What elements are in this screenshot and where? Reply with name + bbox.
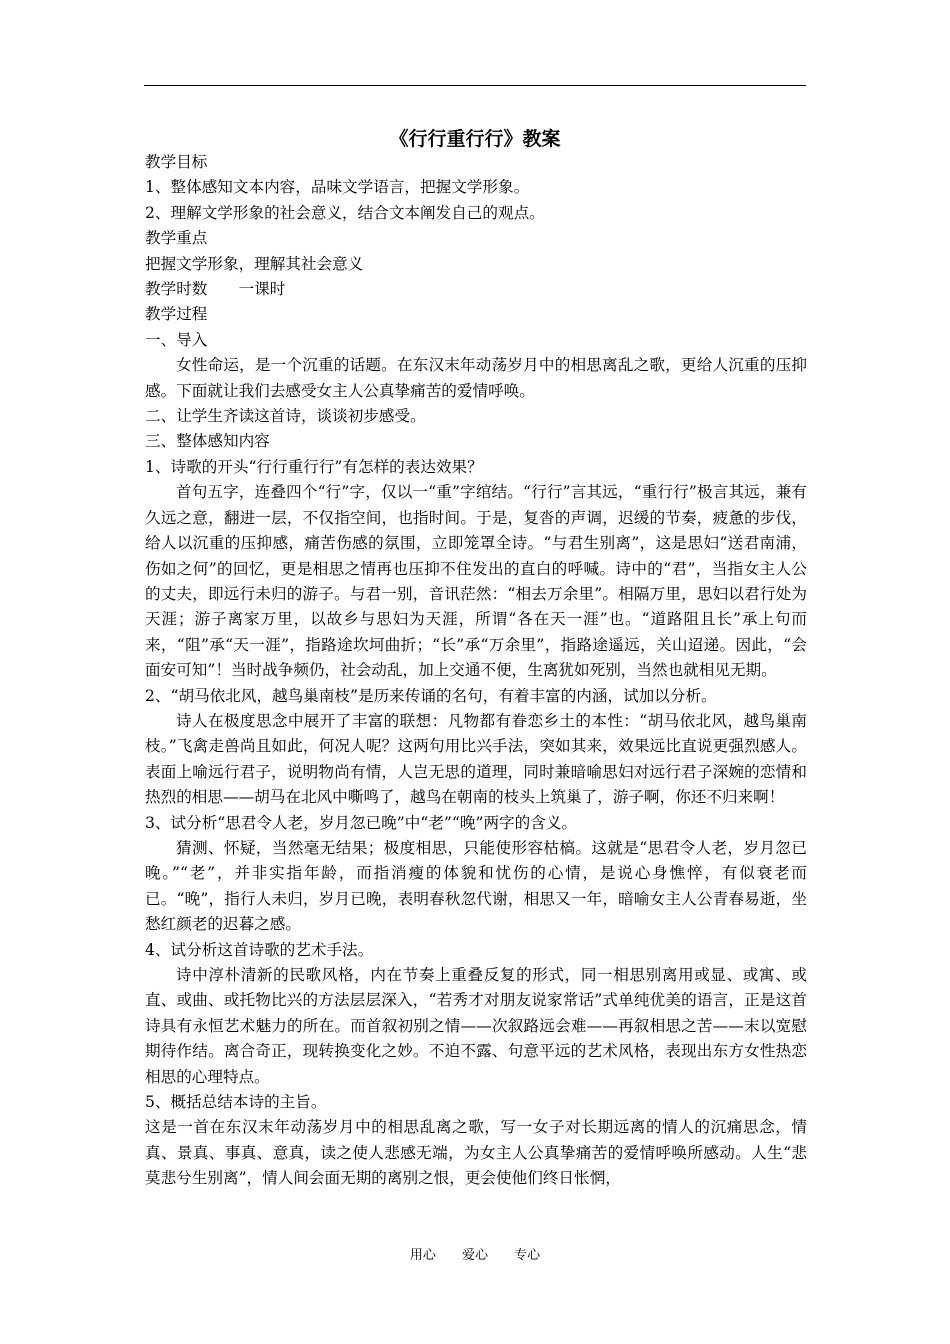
- page-title: 《行行重行行》教案: [389, 128, 561, 150]
- header-rule: [144, 85, 806, 86]
- page-footer: [0, 1247, 950, 1265]
- paragraph: 一、导入: [145, 330, 208, 349]
- paragraph: 教学时数 一课时: [145, 280, 286, 299]
- paragraph: 教学过程: [145, 305, 208, 324]
- paragraph: 2、“胡马依北风，越鸟巢南枝”是历来传诵的名句，有着丰富的内涵，试加以分析。: [145, 686, 717, 705]
- paragraph: 三、整体感知内容: [145, 432, 270, 451]
- paragraph: 二、让学生齐读这首诗，谈谈初步感受。: [145, 407, 426, 426]
- paragraph: 4、试分析这首诗歌的艺术手法。: [145, 940, 374, 959]
- paragraph: 5、概括总结本诗的主旨。: [145, 1093, 327, 1112]
- paragraph: 猜测、怀疑，当然毫无结果；极度相思，只能使形容枯槁。这就是“思君令人老，岁月忽已晚。”“老”，并非实指年龄，而指消瘦的体貌和忧伤的心情，是说心身憔悴，有似衰老而已。“晚”，指行人未归，岁月已晚，表明春秋忽代谢，相思又一年，暗喻女主人公青春易逝，坐愁红颜老的迟暮之感。: [145, 838, 807, 934]
- paragraph: 诗中淳朴清新的民歌风格，内在节奏上重叠反复的形式，同一相思别离用或显、或寓、或直、或曲、或托物比兴的方法层层深入，“若秀才对朋友说家常话”式单纯优美的语言，正是这首诗具有永恒艺术魅力的所在。而首叙初别之情——次叙路远会难——再叙相思之苦——末以宽慰期待作结。离合奇正，现转换变化之妙。不迫不露、句意平远的艺术风格，表现出东方女性热恋相思的心理特点。: [145, 966, 807, 1086]
- paragraph: 2、理解文学形象的社会意义，结合文本阐发自己的观点。: [145, 203, 545, 222]
- paragraph: 这是一首在东汉末年动荡岁月中的相思乱离之歌，写一女子对长期远离的情人的沉痛思念，情真、景真、事真、意真，读之使人悲感无端，为女主人公真挚痛苦的爱情呼唤所感动。人生“悲莫悲兮生别离”，情人间会面无期的离别之恨，更会使他们终日怅惘，: [145, 1118, 807, 1188]
- paragraph: 教学重点: [145, 229, 208, 248]
- footer-word: 专心: [514, 1248, 541, 1263]
- paragraph: 把握文学形象，理解其社会意义: [145, 254, 364, 273]
- paragraph: 教学目标: [145, 153, 208, 171]
- paragraph: 1、诗歌的开头“行行重行行”有怎样的表达效果？: [145, 457, 483, 476]
- paragraph: 首句五字，连叠四个“行”字，仅以一“重”字绾结。“行行”言其远，“重行行”极言其远，兼有久远之意，翻进一层，不仅指空间，也指时间。于是，复沓的声调，迟缓的节奏，疲惫的步伐，给人以沉重的压抑感，痛苦伤感的氛围，立即笼罩全诗。“与君生别离”，这是思妇“送君南浦，伤如之何”的回忆，更是相思之情再也压抑不住发出的直白的呼喊。诗中的“君”，当指女主人公的丈夫，即远行未归的游子。与君一别，音讯茫然：“相去万余里”。相隔万里，思妇以君行处为天涯；游子离家万里，以故乡与思妇为天涯，所谓“各在天一涯”也。“道路阻且长”承上句而来，“阻”承“天一涯”，指路途坎坷曲折；“长”承“万余里”，指路途遥远，关山迢递。因此，“会面安可知”！当时战争频仍，社会动乱，加上交通不便，生离犹如死别，当然也就相见无期。: [145, 483, 807, 680]
- footer-word: 用心: [409, 1248, 436, 1263]
- document-body: [145, 150, 807, 1192]
- footer-word: 爱心: [461, 1248, 488, 1263]
- paragraph: 3、试分析“思君令人老，岁月忽已晚”中“老”“晚”两字的含义。: [145, 813, 578, 832]
- paragraph: 诗人在极度思念中展开了丰富的联想：凡物都有眷恋乡土的本性：“胡马依北风，越鸟巢南枝。”飞禽走兽尚且如此，何况人呢？这两句用比兴手法，突如其来，效果远比直说更强烈感人。表面上喻远行君子，说明物尚有情，人岂无思的道理，同时兼暗喻思妇对远行君子深婉的恋情和热烈的相思——胡马在北风中嘶鸣了，越鸟在朝南的枝头上筑巢了，游子啊，你还不归来啊！: [145, 711, 807, 807]
- paragraph: 1、整体感知文本内容，品味文学语言，把握文学形象。: [145, 178, 530, 197]
- paragraph: 女性命运，是一个沉重的话题。在东汉末年动荡岁月中的相思离乱之歌，更给人沉重的压抑感。下面就让我们去感受女主人公真挚痛苦的爱情呼唤。: [145, 356, 807, 400]
